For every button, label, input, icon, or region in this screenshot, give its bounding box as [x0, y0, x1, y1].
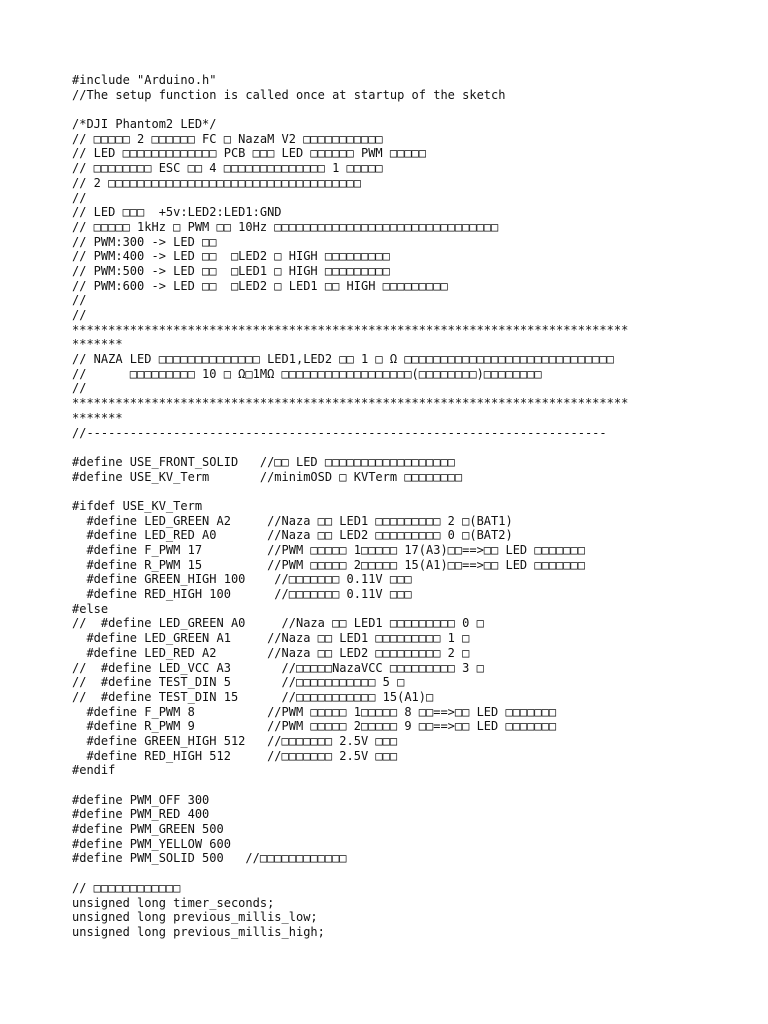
code-line: // □□□□□ 1kHz □ PWM □□ 10Hz □□□□□□□□□□□□□□□□□□□□□□□□□□□□□□□: [72, 219, 499, 234]
code-line: #ifdef USE_KV_Term: [72, 498, 203, 513]
code-line: #define GREEN_HIGH 100 //□□□□□□□ 0.11V □□□: [72, 572, 412, 587]
code-line: //: [72, 308, 87, 322]
code-line: #endif: [72, 763, 116, 778]
code-line: *******: [72, 337, 123, 352]
code-line: // PWM:500 -> LED □□ □LED1 □ HIGH □□□□□□□□□: [72, 263, 390, 278]
code-line: #define PWM_SOLID 500 //□□□□□□□□□□□□: [72, 851, 347, 866]
code-line: [72, 866, 712, 881]
code-line: unsigned long timer_seconds;: [72, 895, 275, 910]
code-line: #define LED_RED A0 //Naza □□ LED2 □□□□□□□□□ 0 □(BAT2): [72, 528, 513, 543]
code-line: /*DJI Phantom2 LED*/: [72, 117, 217, 132]
code-line: // #define TEST_DIN 5 //□□□□□□□□□□□ 5 □: [72, 675, 405, 690]
code-line: #define LED_GREEN A1 //Naza □□ LED1 □□□□□□□□□ 1 □: [72, 631, 470, 646]
code-line: *****************************************************************************: [72, 322, 629, 337]
code-line: #define LED_RED A2 //Naza □□ LED2 □□□□□□□□□ 2 □: [72, 645, 470, 660]
code-line: #define PWM_YELLOW 600: [72, 836, 231, 851]
code-line: // LED □□□□□□□□□□□□□ PCB □□□ LED □□□□□□ PWM □□□□□: [72, 146, 427, 161]
code-line: #define GREEN_HIGH 512 //□□□□□□□ 2.5V □□□: [72, 733, 398, 748]
code-line: // #define LED_VCC A3 //□□□□□NazaVCC □□□□□□□□□ 3 □: [72, 660, 484, 675]
code-line: //: [72, 190, 87, 205]
code-line: [72, 440, 712, 455]
code-line: // 2 □□□□□□□□□□□□□□□□□□□□□□□□□□□□□□□□□□□: [72, 175, 361, 190]
code-line: #define LED_GREEN A2 //Naza □□ LED1 □□□□□□□□□ 2 □(BAT1): [72, 513, 513, 528]
code-line: unsigned long previous_millis_high;: [72, 924, 325, 939]
code-line: // □□□□□□□□□ 10 □ Ω□1MΩ □□□□□□□□□□□□□□□□□□(□□□□□□□□)□□□□□□□□: [72, 366, 542, 381]
code-line: #define PWM_GREEN 500: [72, 822, 224, 837]
code-line: #define PWM_OFF 300: [72, 792, 210, 807]
code-line: unsigned long previous_millis_low;: [72, 910, 318, 925]
code-line: // □□□□□ 2 □□□□□□ FC □ NazaM V2 □□□□□□□□□□□: [72, 131, 383, 146]
code-line: #define F_PWM 8 //PWM □□□□□ 1□□□□□ 8 □□==>□□ LED □□□□□□□: [72, 704, 557, 719]
code-line: // LED □□□ +5v:LED2:LED1:GND: [72, 205, 282, 220]
code-line: #define USE_KV_Term //minimOSD □ KVTerm □□□□□□□□: [72, 469, 463, 484]
code-line: // NAZA LED □□□□□□□□□□□□□□ LED1,LED2 □□ 1 □ Ω □□□□□□□□□□□□□□□□□□□□□□□□□□□□□: [72, 352, 614, 367]
code-line: // □□□□□□□□□□□□: [72, 880, 181, 895]
code-line: #define PWM_RED 400: [72, 807, 210, 822]
code-line: #define USE_FRONT_SOLID //□□ LED □□□□□□□□□□□□□□□□□□: [72, 454, 455, 469]
code-line: //: [72, 293, 87, 308]
code-document: [72, 73, 712, 940]
code-line: #define RED_HIGH 512 //□□□□□□□ 2.5V □□□: [72, 748, 398, 763]
code-line: // #define LED_GREEN A0 //Naza □□ LED1 □□□□□□□□□ 0 □: [72, 616, 484, 631]
code-line: //------------------------------------------------------------------------: [72, 425, 607, 440]
code-line: *******: [72, 410, 123, 425]
code-line: #define R_PWM 9 //PWM □□□□□ 2□□□□□ 9 □□==>□□ LED □□□□□□□: [72, 719, 557, 734]
code-line: #define F_PWM 17 //PWM □□□□□ 1□□□□□ 17(A3)□□==>□□ LED □□□□□□□: [72, 543, 585, 557]
code-line: //The setup function is called once at startup of the sketch: [72, 87, 506, 102]
code-line: #define R_PWM 15 //PWM □□□□□ 2□□□□□ 15(A1)□□==>□□ LED □□□□□□□: [72, 557, 585, 572]
code-line: // PWM:600 -> LED □□ □LED2 □ LED1 □□ HIGH □□□□□□□□□: [72, 278, 448, 293]
code-line: // #define TEST_DIN 15 //□□□□□□□□□□□ 15(A1)□: [72, 689, 434, 704]
code-line: #else: [72, 601, 109, 616]
code-line: // PWM:400 -> LED □□ □LED2 □ HIGH □□□□□□□□□: [72, 249, 390, 264]
code-line: // PWM:300 -> LED □□: [72, 234, 217, 249]
code-line: [72, 102, 712, 117]
code-line: *****************************************************************************: [72, 396, 629, 411]
code-line: // □□□□□□□□ ESC □□ 4 □□□□□□□□□□□□□□ 1 □□□□□: [72, 161, 383, 176]
code-line: #include "Arduino.h": [72, 73, 217, 87]
code-line: #define RED_HIGH 100 //□□□□□□□ 0.11V □□□: [72, 587, 412, 602]
code-line: [72, 484, 712, 499]
code-line: [72, 778, 712, 793]
code-line: //: [72, 381, 87, 396]
